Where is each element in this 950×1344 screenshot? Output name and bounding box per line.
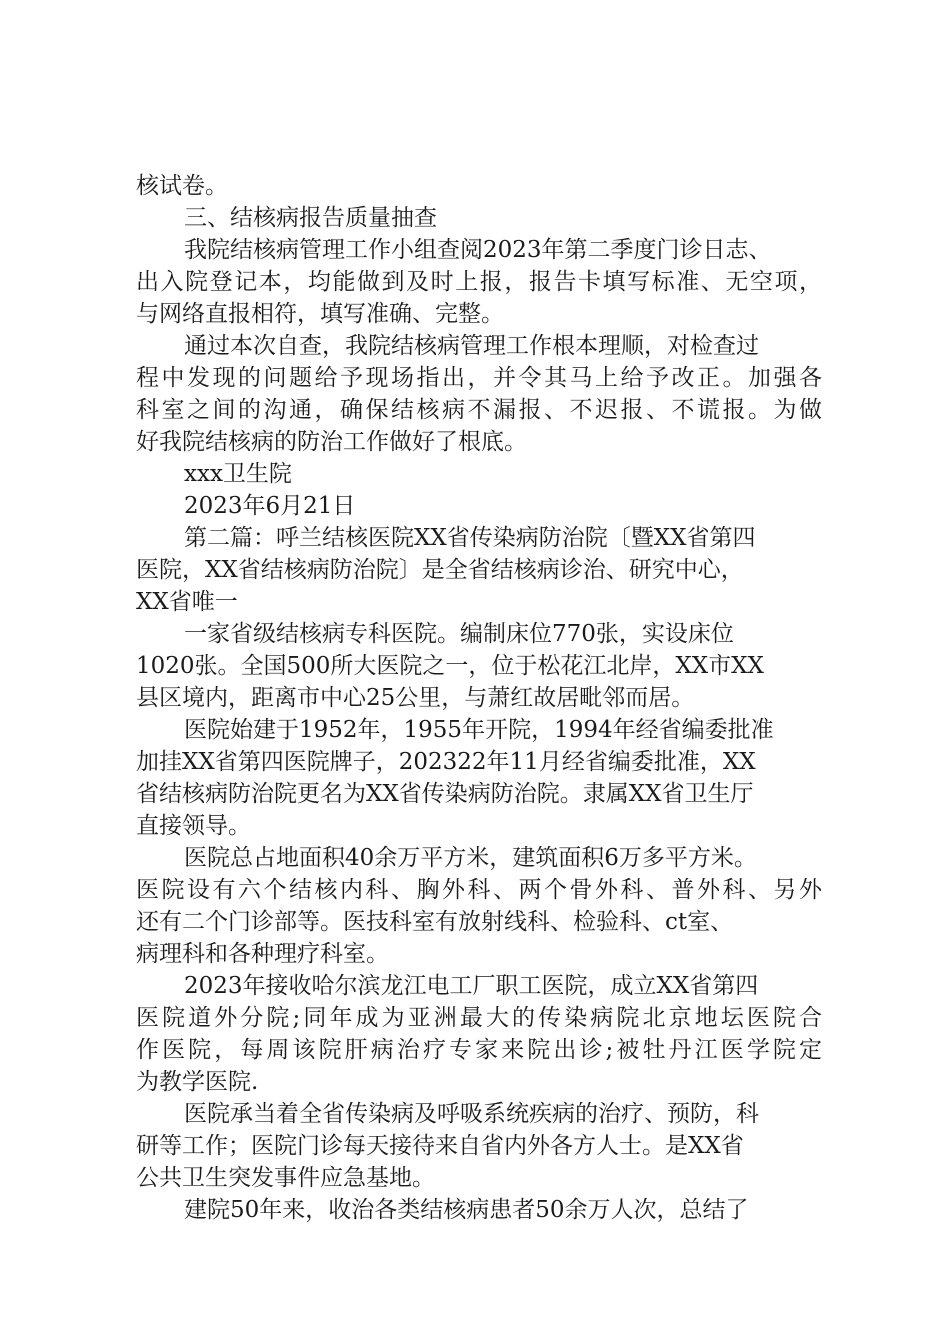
text-line: 三、结核病报告质量抽查	[184, 205, 437, 231]
text-line: 医院始建于1952年，1955年开院，1994年经省编委批准	[184, 717, 774, 743]
text-line: 我院结核病管理工作小组查阅2023年第二季度门诊日志、	[184, 237, 772, 263]
text-line: 省结核病防治院更名为XX省传染病防治院。隶属XX省卫生厅	[136, 781, 754, 807]
text-line: 作医院，每周该院肝病治疗专家来院出诊;被牡丹江医学院定	[136, 1037, 822, 1063]
text-line: 1020张。全国500所大医院之一，位于松花江北岸，XX市XX	[136, 653, 764, 679]
document-body	[136, 170, 826, 1226]
text-line: 程中发现的问题给予现场指出，并令其马上给予改正。加强各	[136, 365, 822, 391]
text-line: 直接领导。	[136, 813, 251, 839]
text-line: 好我院结核病的防治工作做好了根底。	[136, 429, 527, 455]
text-line: 出入院登记本，均能做到及时上报，报告卡填写标准、无空项，	[136, 269, 822, 295]
text-line: 通过本次自查，我院结核病管理工作根本理顺，对检查过	[184, 333, 759, 359]
text-line: 2023年6月21日	[184, 493, 356, 519]
text-line: 医院总占地面积40余万平方米，建筑面积6万多平方米。	[184, 845, 757, 871]
text-line: 医院道外分院;同年成为亚洲最大的传染病院北京地坛医院合	[136, 1005, 822, 1031]
text-line: 科室之间的沟通，确保结核病不漏报、不迟报、不谎报。为做	[136, 397, 822, 423]
text-line: 加挂XX省第四医院牌子，202322年11月经省编委批准，XX	[136, 749, 756, 775]
text-line: 公共卫生突发事件应急基地。	[136, 1165, 435, 1191]
text-line: 医院设有六个结核内科、胸外科、两个骨外科、普外科、另外	[136, 877, 822, 903]
text-line: 医院，XX省结核病防治院〕是全省结核病诊治、研究中心，	[136, 557, 744, 583]
text-line: 核试卷。	[136, 173, 228, 199]
text-line: 医院承当着全省传染病及呼吸系统疾病的治疗、预防，科	[184, 1101, 759, 1127]
text-line: 与网络直报相符，填写准确、完整。	[136, 301, 504, 327]
text-line: XX省唯一	[136, 589, 238, 615]
text-line: 建院50年来，收治各类结核病患者50余万人次，总结了	[184, 1197, 749, 1223]
text-line: 第二篇：呼兰结核医院XX省传染病防治院〔暨XX省第四	[184, 525, 756, 551]
text-line: xxx卫生院	[184, 461, 292, 487]
text-line: 县区境内，距离市中心25公里，与萧红故居毗邻而居。	[136, 685, 695, 711]
text-line: 2023年接收哈尔滨龙江电工厂职工医院，成立XX省第四	[184, 973, 759, 999]
text-line: 一家省级结核病专科医院。编制床位770张，实设床位	[184, 621, 734, 647]
text-line: 还有二个门诊部等。医技科室有放射线科、检验科、ct室、	[136, 909, 734, 935]
text-line: 研等工作；医院门诊每天接待来自省内外各方人士。是XX省	[136, 1133, 744, 1159]
text-line: 病理科和各种理疗科室。	[136, 941, 389, 967]
text-line: 为教学医院.	[136, 1069, 259, 1095]
